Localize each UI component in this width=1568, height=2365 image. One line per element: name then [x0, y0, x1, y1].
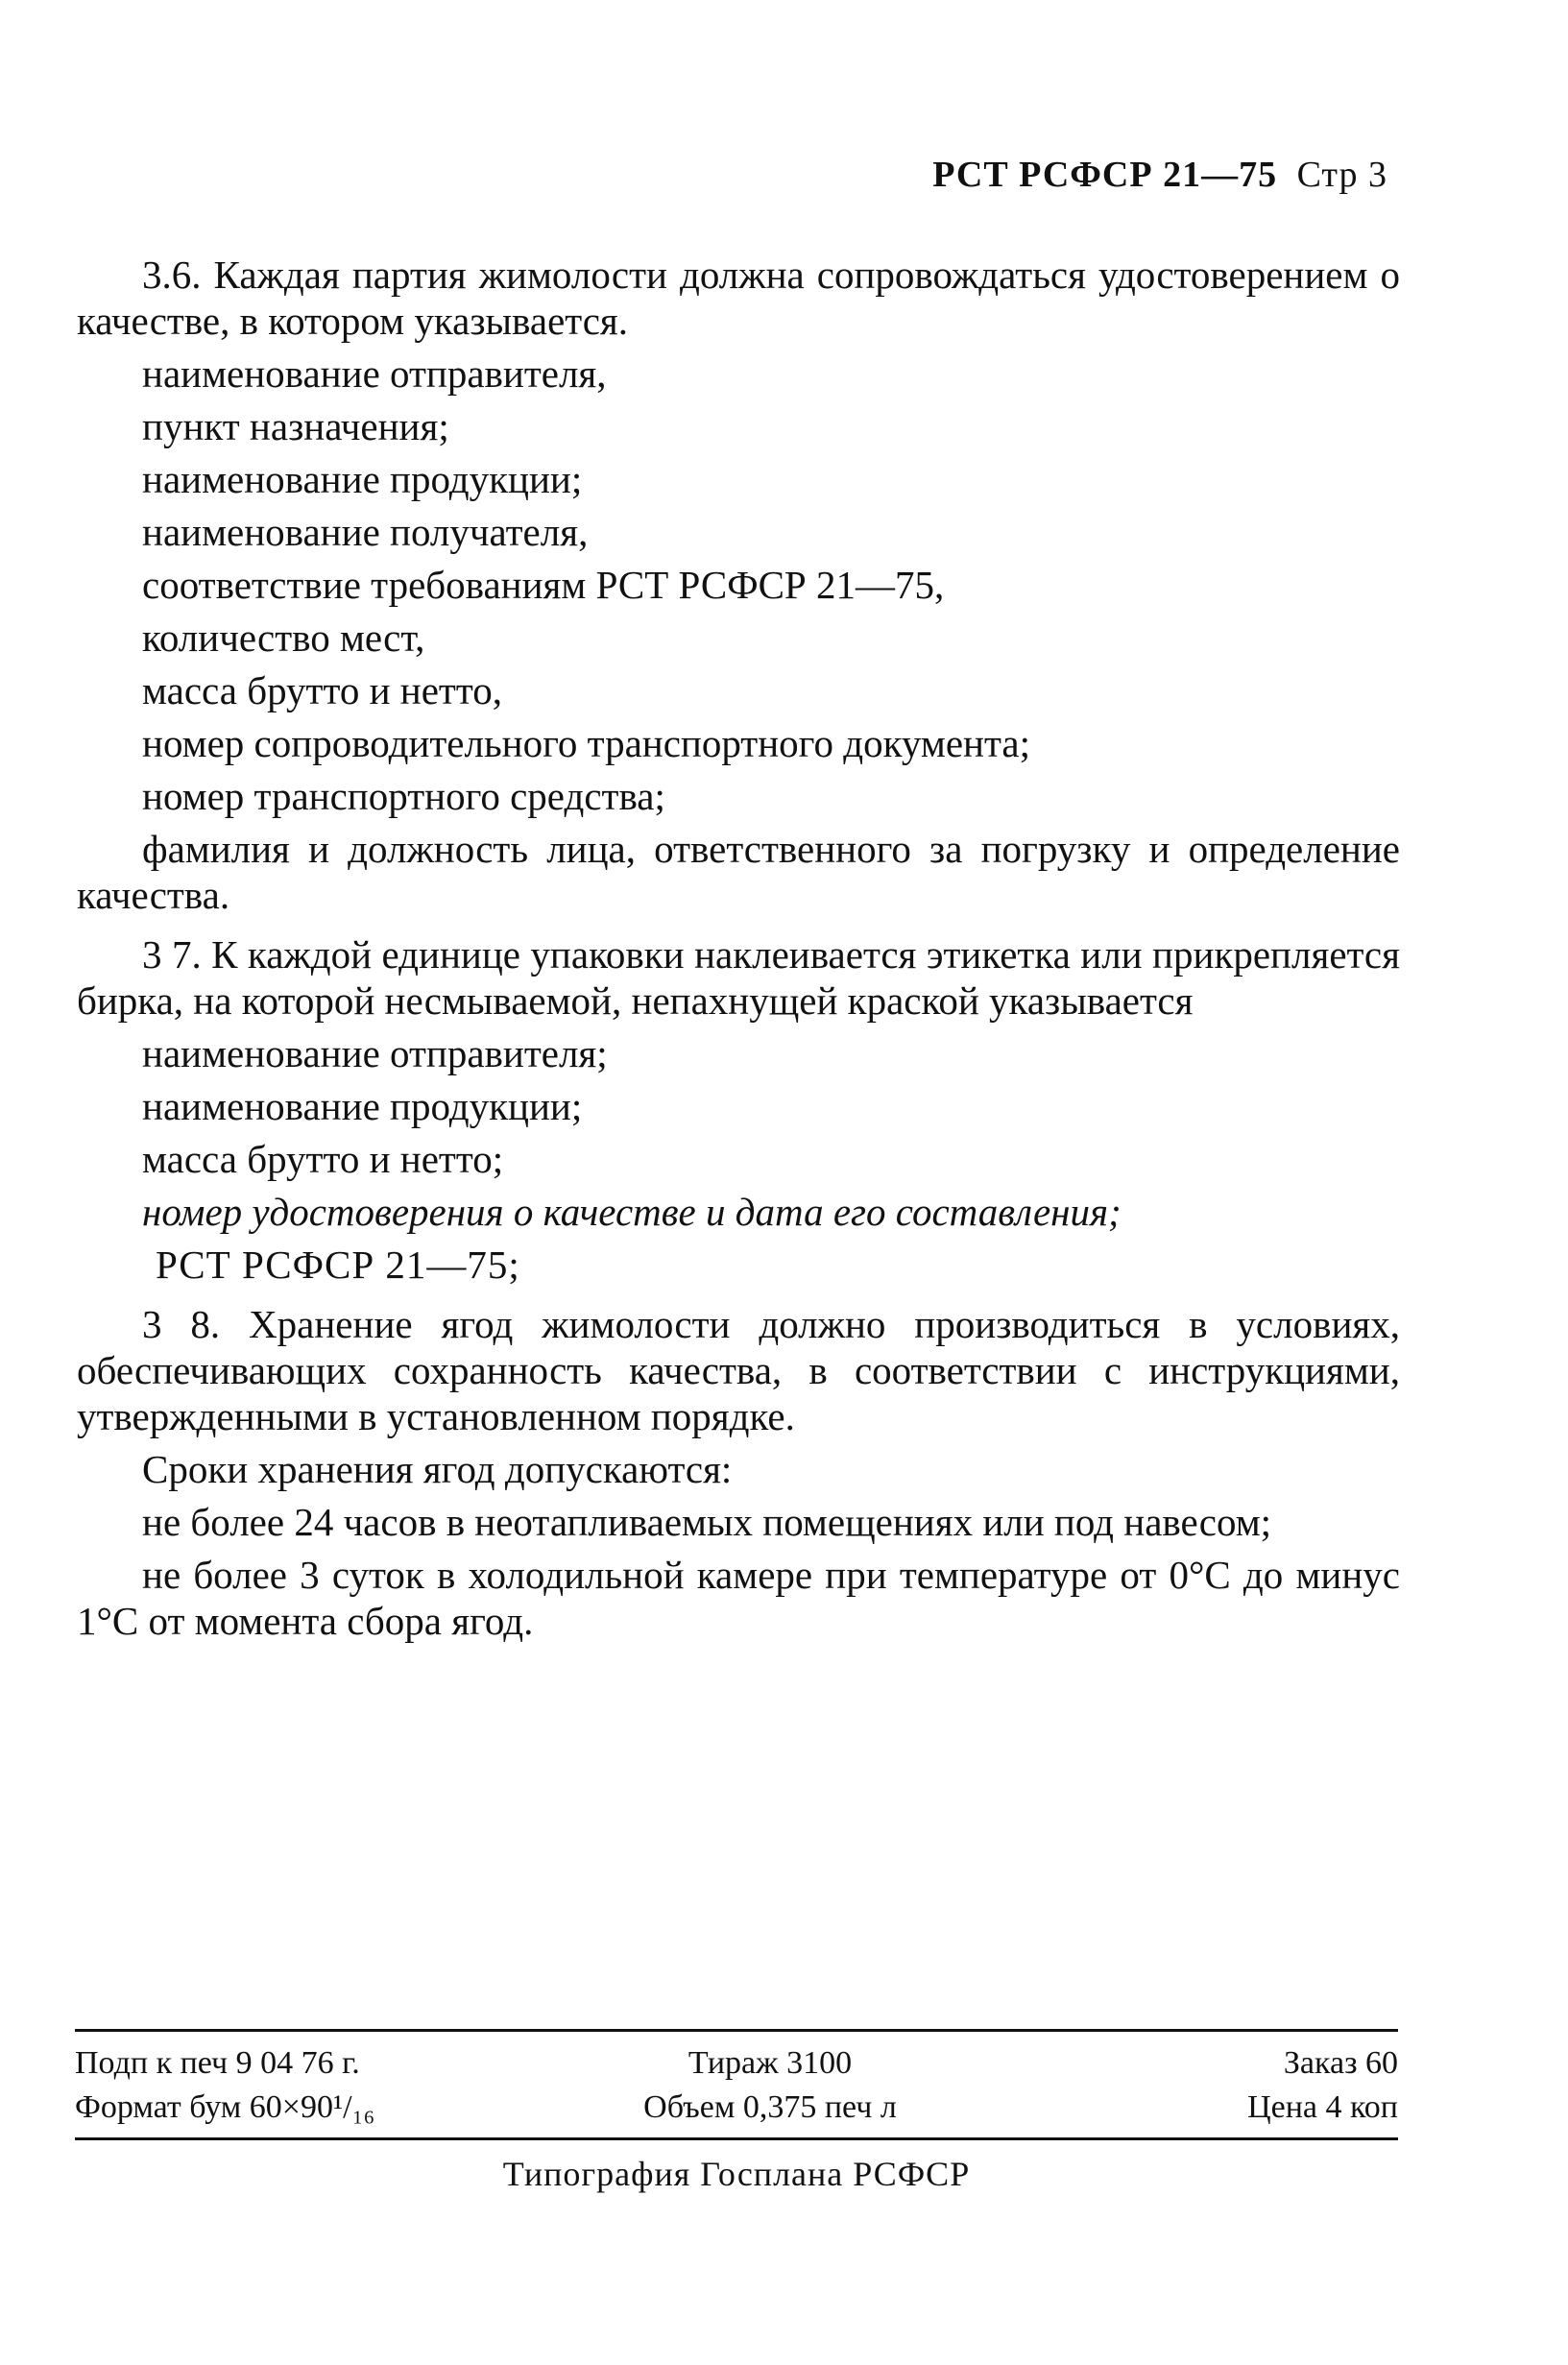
imprint-top-rule — [75, 2029, 1398, 2032]
paper-format: Формат бум 60×90¹/₁₆ — [75, 2089, 375, 2125]
printing-house: Типография Госплана РСФСР — [502, 2155, 971, 2193]
order-number: Заказ 60 — [1283, 2045, 1398, 2081]
clause-3-6-item: пункт назначения; — [142, 404, 449, 448]
storage-intro: Сроки хранения ягод допускаются: — [142, 1447, 733, 1491]
imprint-row — [75, 2041, 1398, 2086]
body-text — [77, 252, 1400, 1651]
clause-3-6-item: соответствие требованиям РСТ РСФСР 21—75, — [142, 563, 945, 607]
clause-3-6-item: наименование отправителя, — [142, 351, 607, 396]
clause-3-6-item: номер сопроводительного транспортного документа; — [142, 721, 1030, 765]
clause-3-7-item: номер удостоверения о качестве и дата его составления; — [142, 1190, 1122, 1234]
clause-3-7-item: наименование отправителя; — [142, 1031, 608, 1075]
storage-item: не более 24 часов в неотапливаемых помещениях или под навесом; — [142, 1500, 1272, 1544]
clause-3-6-lead: 3.6. Каждая партия жимолости должна сопровождаться удостоверением о качестве, в котором указывается. — [77, 253, 1400, 343]
imprint-row — [75, 2086, 1398, 2130]
volume: Объем 0,375 печ л — [643, 2089, 897, 2125]
storage-item: не более 3 суток в холодильной камере при температуре от 0°С до минус 1°С от момента сбора ягод. — [77, 1553, 1400, 1643]
clause-3-6-item: фамилия и должность лица, ответственного за погрузку и определение качества. — [77, 827, 1400, 917]
imprint-bottom-rule — [75, 2137, 1398, 2140]
clause-3-8-lead: 3 8. Хранение ягод жимолости должно производиться в условиях, обеспечивающих сохранность качества, в соответствии с инструкциями, утвержденными в установленном порядке. — [77, 1302, 1400, 1438]
clause-3-6-item: масса брутто и нетто, — [142, 668, 502, 712]
standard-code: РСТ РСФСР 21—75 — [932, 155, 1278, 195]
price: Цена 4 коп — [1247, 2089, 1398, 2125]
clause-3-7-lead: 3 7. К каждой единице упаковки наклеивается этикетка или прикрепляется бирка, на которой несмываемой, непахнущей краской указывается — [77, 932, 1400, 1023]
imprint-block — [75, 2029, 1398, 2194]
print-run: Тираж 3100 — [688, 2045, 853, 2081]
page-number: Стр 3 — [1296, 155, 1387, 195]
clause-3-6-item: наименование продукции; — [142, 457, 583, 501]
clause-3-7-item: РСТ РСФСР 21—75; — [156, 1243, 520, 1287]
clause-3-6-item: количество мест, — [142, 615, 425, 660]
clause-3-6-item: номер транспортного средства; — [142, 774, 665, 818]
clause-3-7-item: наименование продукции; — [142, 1084, 583, 1128]
clause-3-6-item: наименование получателя, — [142, 510, 589, 554]
clause-3-7-item: масса брутто и нетто; — [142, 1137, 504, 1181]
signed-to-print: Подп к печ 9 04 76 г. — [75, 2045, 360, 2081]
running-header — [932, 154, 1387, 196]
